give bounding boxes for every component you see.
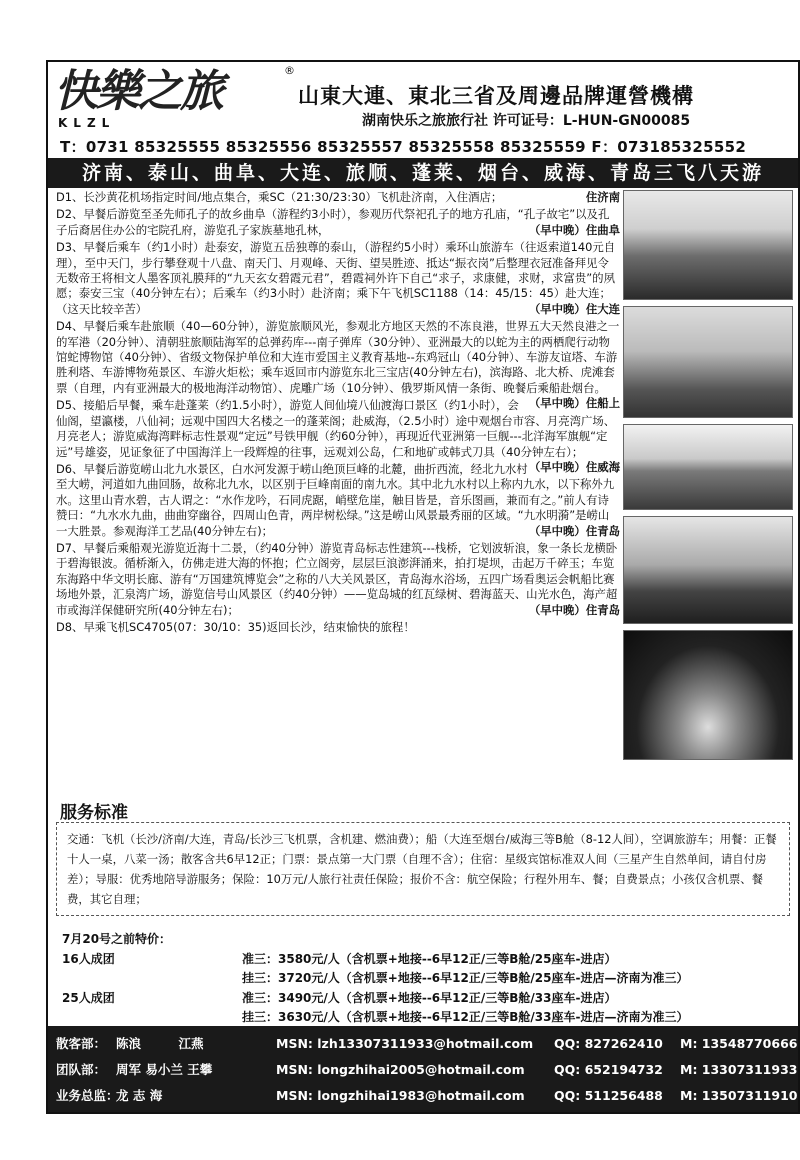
contact-mobile: M: 13548770666 (680, 1036, 798, 1051)
contact-row (56, 1060, 797, 1078)
price-group (62, 1008, 242, 1028)
service-box: 交通：飞机（长沙/济南/大连，青岛/长沙三飞机票，含机建、燃油费）；船（大连至烟台/威海三等B舱（8-12人间），空调旅游车；用餐：正餐十人一桌，八菜一汤；散客含共6早12正；门票：景点第一大门票（自理不含）；住宿：星级宾馆标准双人间（三星产生自然单间，请自付房差）；导服：优秀地陪导游服务；保险：10万元/人旅行社责任保险；报价不含：航空保险；行程外用车、餐；自费景点；小孩仅含机票、餐费，其它自理； (56, 822, 790, 916)
license-line: 湖南快乐之旅旅行社 许可证号：L-HUN-GN00085 (362, 113, 691, 129)
day-text: D1、长沙黄花机场指定时间/地点集合，乘SC（21:30/23:30）飞机赴济南，入住酒店； (56, 190, 503, 204)
day-meal: （早中晚）住青岛 (528, 602, 620, 617)
slogan: 山東大連、東北三省及周邊品牌運營機構 (298, 83, 694, 108)
photo-column (623, 190, 793, 766)
contact-msn: MSN: longzhihai2005@hotmail.com (276, 1062, 525, 1077)
price-row (62, 969, 792, 989)
photo (623, 190, 793, 300)
day-meal: （早中晚）住船上 (528, 396, 620, 411)
service-title: 服务标准 (60, 803, 128, 823)
day-meal: 住济南 (585, 190, 620, 204)
registered-mark: ® (284, 64, 295, 77)
flyer (46, 60, 800, 1114)
photo (623, 306, 793, 418)
day-text: D3、早餐后乘车（约1小时）赴泰安，游览五岳独尊的泰山，（游程约5小时）乘环山旅游车（往返索道140元自理），至中天门，步行攀登观十八盘、南天门、月观峰、天街、望吴胜迹、抵达“振衣岗”后整理衣冠准备拜见令无数帝王将相文人墨客顶礼膜拜的“九天玄女碧霞元君”，碧霞祠外许下自己“求子，求康健，求财，求富贵”的夙愿；泰安三宝（40分钟左右）；后乘车（约3小时）赴济南；乘下午飞机SC1188（14：45/15：45）赴大连；（这天比较辛苦） (56, 240, 616, 316)
itinerary-day (56, 319, 620, 411)
day-text: D2、早餐后游览至圣先师孔子的故乡曲阜（游程约3小时），参观历代祭祀孔子的地方孔庙，“孔子故宅”以及孔子后裔居住办公的宅院孔府，游览孔子家族墓地孔林， (56, 207, 610, 237)
price-row (62, 989, 792, 1009)
price-group (62, 969, 242, 989)
contact-qq: QQ: 827262410 (554, 1036, 663, 1051)
price-text: 准三：3580元/人（含机票+地接--6早12正/三等B舱/25座车-进店） (242, 951, 617, 966)
itinerary-day (56, 240, 620, 317)
price-text: 准三：3490元/人（含机票+地接--6早12正/三等B舱/33座车-进店） (242, 990, 617, 1005)
day-meal: （早中晚）住曲阜 (528, 222, 620, 237)
contact-qq: QQ: 652194732 (554, 1062, 663, 1077)
contact-row (56, 1086, 797, 1104)
brand-logo: 快樂之旅 (54, 66, 222, 117)
price-list (62, 930, 792, 1028)
day-text: D7、早餐后乘船观光游览近海十二景，（约40分钟）游览青岛标志性建筑---栈桥，它划波斩浪，象一条长龙横卧于碧海银波。循桥渐入，仿佛走进大海的怀抱；伫立阁旁，层层巨浪澎湃涌来，拍打堤坝，击起万千碎玉；车览东海路中华文明长廊、游有“万国建筑博览会”之称的八大关风景区，青岛海水浴场，五四广场看奥运会帆船比赛场地外景，汇泉湾广场，游览信号山风景区（约40分钟）——览岛城的红瓦绿树、碧海蓝天、山光水色，海产超市或海洋保健研究所(40分钟左右)； (56, 540, 618, 617)
header (48, 62, 798, 158)
itinerary (56, 190, 620, 637)
price-heading: 7月20号之前特价： (62, 932, 172, 946)
contact-dept: 团队部： (56, 1062, 107, 1077)
price-text: 挂三：3630元/人（含机票+地接--6早12正/三等B舱/33座车-进店—济南为准三） (242, 1010, 689, 1024)
day-meal: （早中晚）住青岛 (528, 523, 620, 538)
day-text: D6、早餐后游览崂山北九水景区，白水河发源于崂山绝顶巨峰的北麓，曲折西流，经北九水村至大崂，河道如九曲回肠，故称北九水，以区别于巨峰南面的南九水。其中北九水村以上称内九水，以下称外九水。这里山青水碧，古人谓之：“水作龙吟，石同虎踞，峭壁危崖，触目皆是，音乐图画，兼而有之。”前人有诗赞曰：“九水水九曲，曲曲穿幽谷，四周山色青，两岸树松绿。”这是崂山风景最秀丽的区域。“九水明漪”是崂山一大胜景。参观海洋工艺品(40分钟左右)； (56, 461, 615, 538)
title-banner: 济南、泰山、曲阜、大连、旅顺、蓬莱、烟台、威海、青岛三飞八天游 (48, 158, 798, 188)
contact-dept: 业务总监： (56, 1088, 119, 1103)
day-meal: （早中晚）住大连 (528, 301, 620, 316)
price-row (62, 1008, 792, 1028)
contact-dept: 散客部： (56, 1036, 107, 1051)
contact-msn: MSN: lzh13307311933@hotmail.com (276, 1036, 534, 1051)
phone-line: T：0731 85325555 85325556 85325557 85325558 85325559 F：073185325552 (60, 138, 747, 156)
photo (623, 630, 793, 760)
price-text: 挂三：3720元/人（含机票+地接--6早12正/三等B舱/25座车-进店—济南为准三） (242, 971, 689, 985)
photo (623, 424, 793, 510)
day-text: D4、早餐后乘车赴旅顺（40—60分钟），游览旅顺风光，参观北方地区天然的不冻良港，世界五大天然良港之一的军港（20分钟）、清朝驻旅顺陆海军的总弹药库---南子弹库（30分钟）、亚洲最大的以蛇为主的两栖爬行动物馆蛇博物馆（40分钟）、省级文物保护单位和大连市爱国主义教育基地--东鸡冠山（40分钟）、车游友谊塔、车游胜利塔、车游博物苑景区、车游火炬松；乘车返回市内游览东北三宝店(40分钟左右)，滨海路、北大桥、虎滩套票（自理，内有亚洲最大的极地海洋动物馆）、虎雕广场（10分钟）、俄罗斯风情一条街、晚餐后乘船赴烟台。 (56, 319, 620, 395)
day-meal: （早中晚）住威海 (528, 459, 620, 474)
contact-people: 周军 易小兰 王攀 (116, 1062, 213, 1077)
itinerary-day (56, 620, 620, 635)
contact-row (56, 1034, 797, 1052)
itinerary-day (56, 190, 620, 205)
contact-mobile: M: 13507311910 (680, 1088, 798, 1103)
contact-qq: QQ: 511256488 (554, 1088, 663, 1103)
photo (623, 516, 793, 624)
contact-people: 陈浪 江燕 (116, 1036, 204, 1051)
logo-latin: KLZL (58, 116, 116, 130)
contact-mobile: M: 13307311933 (680, 1062, 798, 1077)
price-group: 16人成团 (62, 951, 115, 966)
price-row (62, 950, 792, 970)
itinerary-day (56, 541, 620, 618)
day-text: D5、接船后早餐，乘车赴蓬莱（约1.5小时），游览人间仙境八仙渡海口景区（约1小时），会仙阁，望瀛楼，八仙祠；远观中国四大名楼之一的蓬莱阁；赴威海，（2.5小时）途中观烟台市容、月亮湾广场、月亮老人；游览威海湾畔标志性景观“定远”号铁甲舰（约60分钟），再现近代亚洲第一巨舰---北洋海军旗舰“定远”号雄姿，见证象征了中国海洋上一段辉煌的往事，远观刘公岛，仁和地矿或韩式刀具（40分钟左右）； (56, 398, 616, 459)
contact-people: 龙 志 海 (116, 1088, 163, 1103)
day-text: D8、早乘飞机SC4705(07：30/10：35)返回长沙，结束愉快的旅程！ (56, 619, 415, 634)
itinerary-day (56, 207, 620, 238)
contact-msn: MSN: longzhihai1983@hotmail.com (276, 1088, 525, 1103)
price-group: 25人成团 (62, 990, 115, 1005)
contact-footer (48, 1026, 798, 1112)
